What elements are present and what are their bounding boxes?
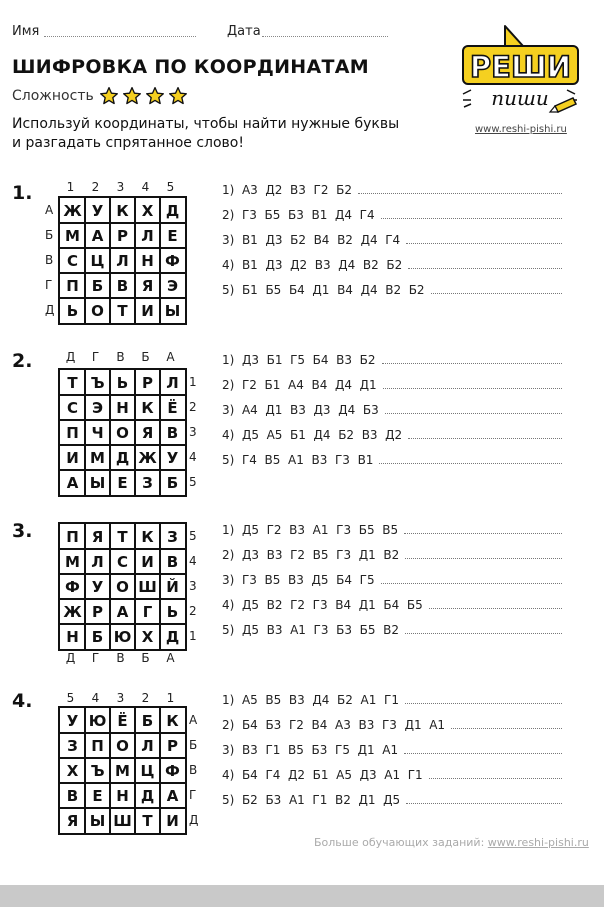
puzzle-1-tasks [222, 177, 562, 302]
puzzle-4-tasks [222, 687, 562, 812]
grid-cell: Т [134, 807, 161, 834]
grid-cell: М [59, 222, 86, 249]
puzzle-2-grid [58, 368, 187, 497]
grid-cell: Ы [84, 807, 111, 834]
grid-cell: Я [84, 523, 111, 550]
task-row [222, 372, 562, 397]
task-code: 1) Д5 Г2 В3 А1 Г3 Б5 В5 [222, 522, 399, 537]
column-label: 4 [141, 180, 150, 194]
answer-line[interactable] [383, 388, 562, 389]
column-label: Б [141, 350, 150, 364]
star-icon [145, 86, 165, 106]
grid-cell: Х [59, 757, 86, 784]
row-label: Д [45, 303, 55, 317]
column-label: 5 [66, 691, 75, 705]
grid-cell: В [159, 419, 186, 446]
puzzle-2-tasks [222, 347, 562, 472]
column-label: 3 [116, 691, 125, 705]
puzzle-3-grid [58, 522, 187, 651]
grid-cell: Р [134, 369, 161, 396]
grid-cell: К [109, 197, 136, 224]
task-code: 4) Б4 Г4 Д2 Б1 А5 Д3 А1 Г1 [222, 767, 423, 782]
grid-cell: Ж [59, 197, 86, 224]
puzzle-4-row-labels [189, 708, 198, 833]
grid-cell: Ф [59, 573, 86, 600]
grid-cell: Е [84, 782, 111, 809]
grid-cell: В [109, 272, 136, 299]
puzzle-1-grid [58, 196, 187, 325]
grid-cell: Й [159, 573, 186, 600]
grid-cell: Х [134, 197, 161, 224]
grid-cell: И [134, 548, 161, 575]
task-row [222, 202, 562, 227]
grid-cell: Ё [109, 707, 136, 734]
grid-cell: О [109, 419, 136, 446]
task-row [222, 347, 562, 372]
footer-link[interactable]: www.reshi-pishi.ru [487, 836, 589, 849]
grid-cell: Ш [109, 807, 136, 834]
grid-cell: М [84, 444, 111, 471]
grid-cell: П [59, 419, 86, 446]
grid-cell: Л [109, 247, 136, 274]
column-label: А [166, 651, 175, 665]
row-label: А [45, 203, 54, 217]
puzzle-3-tasks [222, 517, 562, 642]
grid-cell: М [59, 548, 86, 575]
grid-cell: З [159, 523, 186, 550]
grid-cell: Н [109, 782, 136, 809]
answer-line[interactable] [406, 803, 562, 804]
grid-cell: О [84, 297, 111, 324]
column-label: 1 [166, 691, 175, 705]
answer-line[interactable] [406, 243, 562, 244]
star-icon [122, 86, 142, 106]
puzzle-3-row-labels [189, 524, 197, 649]
grid-cell: Д [159, 197, 186, 224]
grid-cell: Ч [84, 419, 111, 446]
task-code: 5) Г4 В5 А1 В3 Г3 В1 [222, 452, 374, 467]
grid-cell: У [59, 707, 86, 734]
answer-line[interactable] [405, 633, 562, 634]
task-row [222, 227, 562, 252]
puzzle-1-row-labels [45, 198, 54, 323]
column-label: В [116, 350, 125, 364]
grid-cell: Э [159, 272, 186, 299]
row-label: 3 [189, 579, 197, 593]
grid-cell: Т [109, 297, 136, 324]
column-label: Б [141, 651, 150, 665]
grid-cell: С [59, 394, 86, 421]
grid-cell: Ц [134, 757, 161, 784]
bottom-bar [0, 885, 604, 907]
grid-cell: В [159, 548, 186, 575]
grid-cell: Ы [84, 469, 111, 496]
grid-cell: Б [84, 623, 111, 650]
grid-cell: Ю [84, 707, 111, 734]
grid-cell: А [159, 782, 186, 809]
task-code: 1) А5 В5 В3 Д4 Б2 А1 Г1 [222, 692, 399, 707]
task-code: 4) Д5 А5 Б1 Д4 Б2 В3 Д2 [222, 427, 403, 442]
answer-line[interactable] [451, 728, 562, 729]
difficulty-stars [99, 86, 188, 106]
task-row [222, 592, 562, 617]
task-code: 5) Б1 Б5 Б4 Д1 В4 Д4 В2 Б2 [222, 282, 425, 297]
grid-cell: Ж [59, 598, 86, 625]
column-label: В [116, 651, 125, 665]
task-code: 2) Б4 Б3 Г2 В4 А3 В3 Г3 Д1 А1 [222, 717, 446, 732]
grid-cell: Ь [109, 369, 136, 396]
puzzle-4-grid [58, 706, 187, 835]
task-code: 2) Д3 В3 Г2 В5 Г3 Д1 В2 [222, 547, 400, 562]
column-label: Д [65, 350, 76, 364]
row-label: 5 [189, 529, 197, 543]
grid-cell: Ц [84, 247, 111, 274]
task-row [222, 687, 562, 712]
grid-cell: Ф [159, 247, 186, 274]
row-label: 5 [189, 475, 197, 489]
grid-cell: Б [84, 272, 111, 299]
logo-word-1: РЕШИ [469, 50, 572, 84]
row-label: 2 [189, 400, 197, 414]
answer-line[interactable] [431, 293, 562, 294]
grid-cell: Ю [109, 623, 136, 650]
answer-line[interactable] [404, 533, 562, 534]
instructions [12, 115, 412, 153]
task-code: 4) Д5 В2 Г2 Г3 В4 Д1 Б4 Б5 [222, 597, 423, 612]
grid-cell: П [59, 523, 86, 550]
grid-cell: Е [109, 469, 136, 496]
date-field[interactable] [262, 36, 388, 37]
grid-cell: Н [109, 394, 136, 421]
row-label: 4 [189, 554, 197, 568]
grid-cell: Л [159, 369, 186, 396]
task-row [222, 712, 562, 737]
answer-line[interactable] [408, 268, 562, 269]
row-label: Д [189, 813, 199, 827]
task-code: 4) В1 Д3 Д2 В3 Д4 В2 Б2 [222, 257, 403, 272]
grid-cell: Г [134, 598, 161, 625]
grid-cell: Ф [159, 757, 186, 784]
task-code: 1) Д3 Б1 Г5 Б4 В3 Б2 [222, 352, 376, 367]
row-label: 4 [189, 450, 197, 464]
grid-cell: З [134, 469, 161, 496]
grid-cell: Я [59, 807, 86, 834]
footer [314, 836, 589, 849]
footer-text: Больше обучающих заданий: [314, 836, 485, 849]
row-label: Г [45, 278, 53, 292]
grid-cell: Ш [134, 573, 161, 600]
ruler-icon [495, 26, 533, 46]
row-label: 2 [189, 604, 197, 618]
column-label: Д [65, 651, 76, 665]
puzzle-4-number: 4. [12, 690, 33, 712]
answer-line[interactable] [379, 463, 562, 464]
grid-cell: Б [159, 469, 186, 496]
task-code: 5) Д5 В3 А1 Г3 Б3 Б5 В2 [222, 622, 399, 637]
grid-cell: Т [59, 369, 86, 396]
grid-cell: Б [134, 707, 161, 734]
column-label: А [166, 350, 175, 364]
grid-cell: Р [159, 732, 186, 759]
grid-cell: Р [109, 222, 136, 249]
row-label: А [189, 713, 198, 727]
logo-graphic [455, 20, 585, 120]
star-icon [99, 86, 119, 106]
task-row [222, 277, 562, 302]
puzzle-3-number: 3. [12, 520, 33, 542]
puzzle-3-column-labels [58, 651, 183, 665]
grid-cell: У [84, 197, 111, 224]
answer-line[interactable] [429, 608, 562, 609]
grid-cell: С [109, 548, 136, 575]
grid-cell: Л [134, 732, 161, 759]
date-label: Дата [227, 24, 261, 39]
grid-cell: О [109, 573, 136, 600]
grid-cell: Л [134, 222, 161, 249]
grid-cell: Ь [59, 297, 86, 324]
logo-word-2: пиши [491, 86, 549, 110]
task-code: 1) А3 Д2 В3 Г2 Б2 [222, 182, 353, 197]
task-code: 3) В1 Д3 Б2 В4 В2 Д4 Г4 [222, 232, 401, 247]
task-code: 3) А4 Д1 В3 Д3 Д4 Б3 [222, 402, 379, 417]
column-label: 2 [91, 180, 100, 194]
grid-cell: А [84, 222, 111, 249]
grid-cell: Х [134, 623, 161, 650]
grid-cell: А [59, 469, 86, 496]
grid-cell: В [59, 782, 86, 809]
answer-line[interactable] [405, 558, 562, 559]
task-row [222, 567, 562, 592]
puzzle-2-row-labels [189, 370, 197, 495]
logo-url[interactable]: www.reshi-pishi.ru [475, 124, 567, 135]
grid-cell: Ж [134, 444, 161, 471]
task-row [222, 762, 562, 787]
grid-cell: Ъ [84, 369, 111, 396]
difficulty-rating [12, 86, 188, 106]
grid-cell: Ы [159, 297, 186, 324]
answer-line[interactable] [382, 363, 562, 364]
answer-line[interactable] [405, 703, 562, 704]
row-label: 1 [189, 375, 197, 389]
instructions-line-1: Используй координаты, чтобы найти нужные буквы [12, 116, 400, 132]
puzzle-2-column-labels [58, 350, 183, 364]
grid-cell: Ь [159, 598, 186, 625]
answer-line[interactable] [408, 438, 562, 439]
puzzle-1-column-labels [58, 180, 183, 194]
column-label: 4 [91, 691, 100, 705]
grid-cell: Д [134, 782, 161, 809]
grid-cell: Э [84, 394, 111, 421]
answer-line[interactable] [385, 413, 562, 414]
pencil-icon [550, 98, 576, 112]
grid-cell: М [109, 757, 136, 784]
grid-cell: З [59, 732, 86, 759]
row-label: Б [45, 228, 54, 242]
grid-cell: Ъ [84, 757, 111, 784]
row-label: 3 [189, 425, 197, 439]
grid-cell: К [134, 394, 161, 421]
logo [455, 20, 585, 140]
column-label: 1 [66, 180, 75, 194]
grid-cell: Д [109, 444, 136, 471]
answer-line[interactable] [381, 218, 562, 219]
grid-cell: У [159, 444, 186, 471]
row-label: 1 [189, 629, 197, 643]
puzzle-4-column-labels [58, 691, 183, 705]
difficulty-label: Сложность [12, 88, 94, 104]
row-label: Б [189, 738, 198, 752]
grid-cell: У [84, 573, 111, 600]
grid-cell: Я [134, 419, 161, 446]
grid-cell: К [134, 523, 161, 550]
grid-cell: Т [109, 523, 136, 550]
task-code: 2) Г3 Б5 Б3 В1 Д4 Г4 [222, 207, 375, 222]
task-row [222, 252, 562, 277]
task-row [222, 542, 562, 567]
task-row [222, 177, 562, 202]
answer-line[interactable] [381, 583, 562, 584]
grid-cell: Ё [159, 394, 186, 421]
grid-cell: А [109, 598, 136, 625]
task-code: 3) Г3 В5 В3 Д5 Б4 Г5 [222, 572, 375, 587]
task-row [222, 397, 562, 422]
answer-line[interactable] [358, 193, 562, 194]
row-label: В [189, 763, 198, 777]
column-label: 2 [141, 691, 150, 705]
name-field[interactable] [44, 36, 196, 37]
grid-cell: П [59, 272, 86, 299]
grid-cell: И [159, 807, 186, 834]
grid-cell: П [84, 732, 111, 759]
answer-line[interactable] [429, 778, 562, 779]
grid-cell: Я [134, 272, 161, 299]
task-row [222, 517, 562, 542]
grid-cell: С [59, 247, 86, 274]
grid-cell: К [159, 707, 186, 734]
grid-cell: И [134, 297, 161, 324]
task-code: 2) Г2 Б1 А4 В4 Д4 Д1 [222, 377, 377, 392]
grid-cell: О [109, 732, 136, 759]
name-label: Имя [12, 24, 40, 39]
grid-cell: Н [59, 623, 86, 650]
row-label: В [45, 253, 54, 267]
puzzle-2-number: 2. [12, 350, 33, 372]
task-code: 5) Б2 Б3 А1 Г1 В2 Д1 Д5 [222, 792, 401, 807]
task-row [222, 787, 562, 812]
instructions-line-2: и разгадать спрятанное слово! [12, 135, 244, 151]
page-title: ШИФРОВКА ПО КООРДИНАТАМ [12, 56, 369, 78]
column-label: Г [91, 651, 100, 665]
star-icon [168, 86, 188, 106]
grid-cell: Р [84, 598, 111, 625]
grid-cell: Л [84, 548, 111, 575]
task-row [222, 422, 562, 447]
task-row [222, 617, 562, 642]
column-label: 3 [116, 180, 125, 194]
grid-cell: И [59, 444, 86, 471]
row-label: Г [189, 788, 197, 802]
grid-cell: Д [159, 623, 186, 650]
grid-cell: Н [134, 247, 161, 274]
answer-line[interactable] [404, 753, 562, 754]
task-code: 3) В3 Г1 В5 Б3 Г5 Д1 А1 [222, 742, 399, 757]
grid-cell: Е [159, 222, 186, 249]
puzzle-1-number: 1. [12, 182, 33, 204]
task-row [222, 447, 562, 472]
column-label: Г [91, 350, 100, 364]
column-label: 5 [166, 180, 175, 194]
task-row [222, 737, 562, 762]
